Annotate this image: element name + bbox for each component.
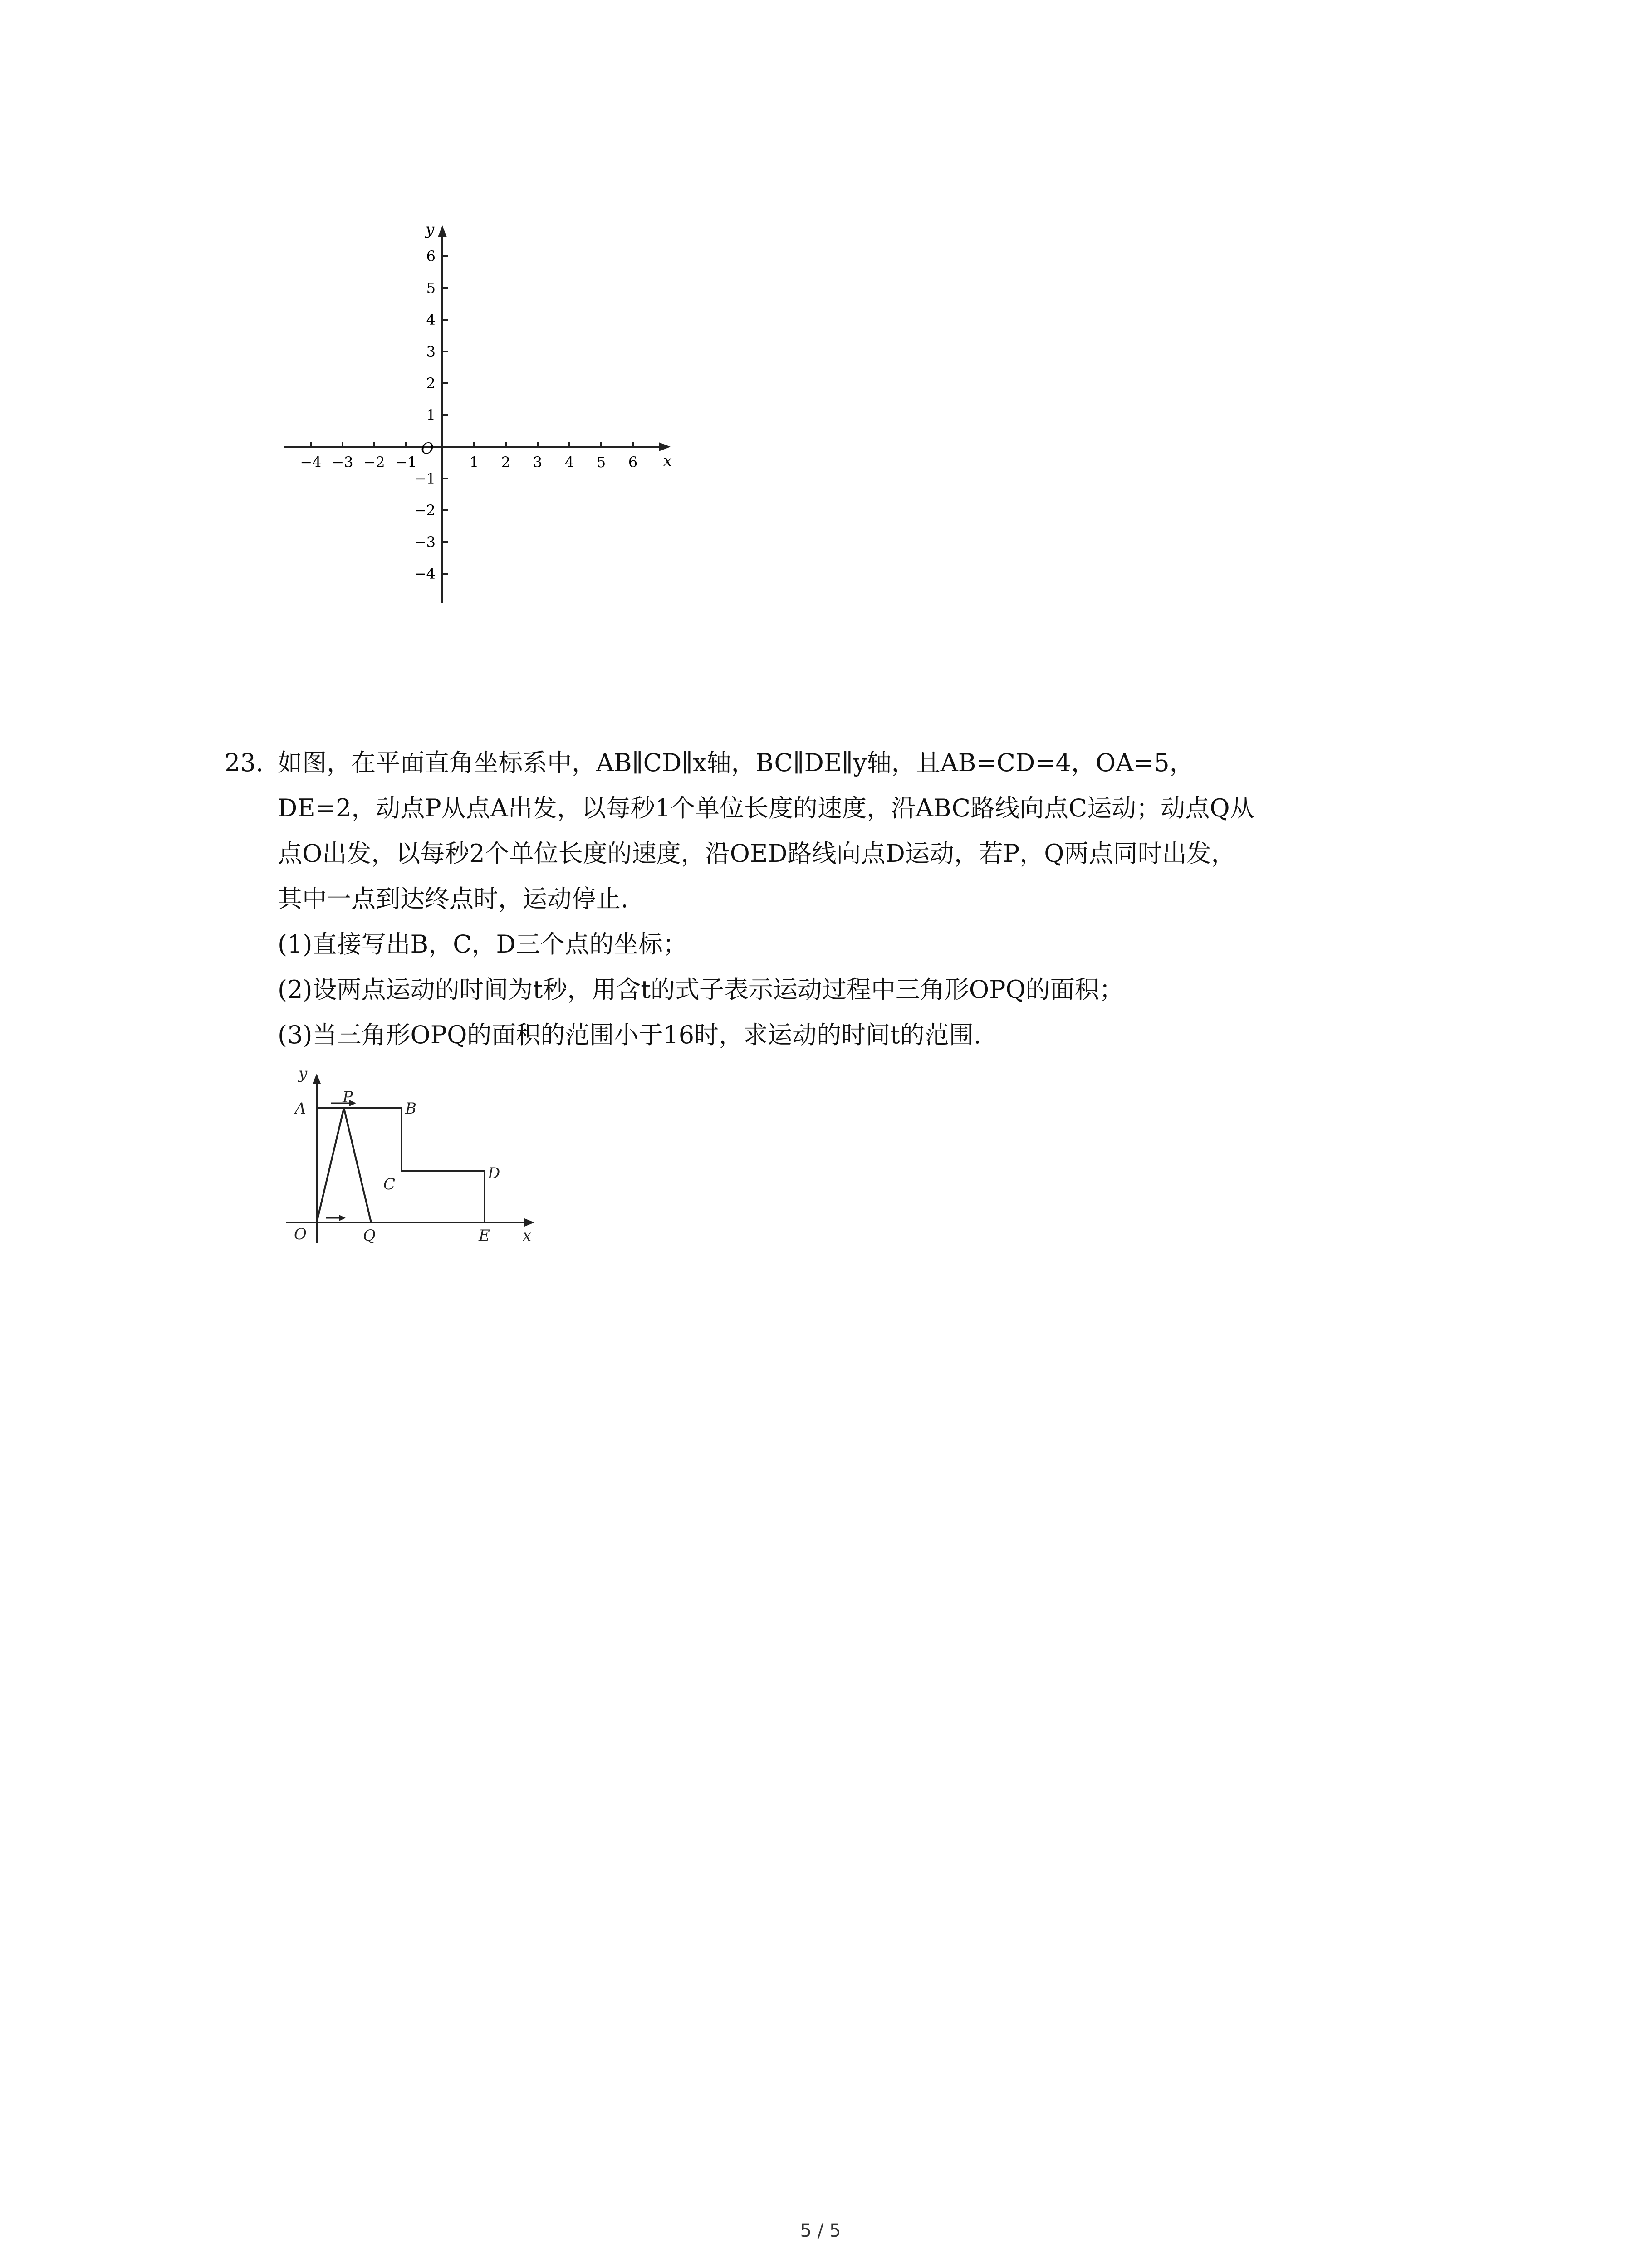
question-number: 23. (225, 748, 264, 777)
x-tick-labels (300, 454, 637, 471)
point-o-label: O (294, 1225, 307, 1243)
point-q-label: Q (363, 1227, 376, 1245)
x-tick-label: 5 (596, 454, 606, 471)
y-axis-label: y (426, 220, 435, 239)
y-tick-label: 4 (426, 311, 436, 328)
q-motion-arrow-head (339, 1215, 346, 1221)
point-p-label: P (343, 1088, 353, 1106)
y-axis-arrow (313, 1074, 321, 1084)
y-axis-label: y (299, 1065, 308, 1083)
x-tick-label: 4 (564, 454, 574, 471)
point-e-label: E (479, 1227, 490, 1245)
sub-question-1: (1)直接写出B，C，D三个点的坐标； (278, 930, 687, 958)
page-number: 5 / 5 (800, 2220, 841, 2241)
x-tick-label: −4 (300, 454, 322, 471)
y-tick-label: −4 (414, 565, 436, 582)
path-figure (286, 1061, 540, 1252)
y-tick-label: −1 (414, 470, 436, 487)
x-axis-label: x (523, 1227, 532, 1245)
y-tick-label: 6 (426, 248, 436, 265)
question-text-line: DE=2，动点P从点A出发，以每秒1个单位长度的速度，沿ABC路线向点C运动；动点Q从 (278, 794, 1254, 822)
y-tick-label: 5 (426, 279, 436, 297)
origin-label: O (421, 440, 434, 458)
x-tick-label: −2 (363, 454, 385, 471)
y-tick-label: 2 (426, 375, 436, 392)
x-tick-label: 6 (628, 454, 638, 471)
point-b-label: B (405, 1100, 416, 1118)
x-tick-label: −1 (395, 454, 417, 471)
y-axis-arrow (438, 225, 447, 237)
y-tick-labels (414, 248, 436, 582)
x-tick-label: 1 (469, 454, 479, 471)
triangle-opq (317, 1108, 371, 1222)
question-text-line: 点O出发，以每秒2个单位长度的速度，沿OED路线向点D运动，若P，Q两点同时出发， (278, 839, 1236, 868)
x-tick-label: 2 (501, 454, 511, 471)
x-tick-label: −3 (332, 454, 353, 471)
y-tick-label: 3 (426, 343, 436, 360)
x-axis-arrow (524, 1218, 534, 1227)
question-text-line: 如图，在平面直角坐标系中，AB∥CD∥x轴，BC∥DE∥y轴，且AB=CD=4，OA=5， (278, 748, 1194, 777)
y-tick-label: −2 (414, 502, 436, 519)
y-tick-label: −3 (414, 533, 436, 551)
point-c-label: C (383, 1175, 396, 1193)
sub-question-3: (3)当三角形OPQ的面积的范围小于16时，求运动的时间t的范围. (278, 1021, 981, 1049)
coordinate-grid-figure (272, 213, 690, 612)
x-axis-arrow (659, 442, 671, 451)
sub-question-2: (2)设两点运动的时间为t秒，用含t的式子表示运动过程中三角形OPQ的面积； (278, 975, 1124, 1004)
y-tick-label: 1 (426, 406, 436, 424)
x-axis-label: x (663, 452, 672, 470)
point-d-label: D (488, 1164, 500, 1183)
question-text-line: 其中一点到达终点时，运动停止. (278, 885, 629, 913)
x-tick-label: 3 (533, 454, 543, 471)
point-a-label: A (295, 1100, 306, 1118)
path-abcde (317, 1108, 485, 1222)
